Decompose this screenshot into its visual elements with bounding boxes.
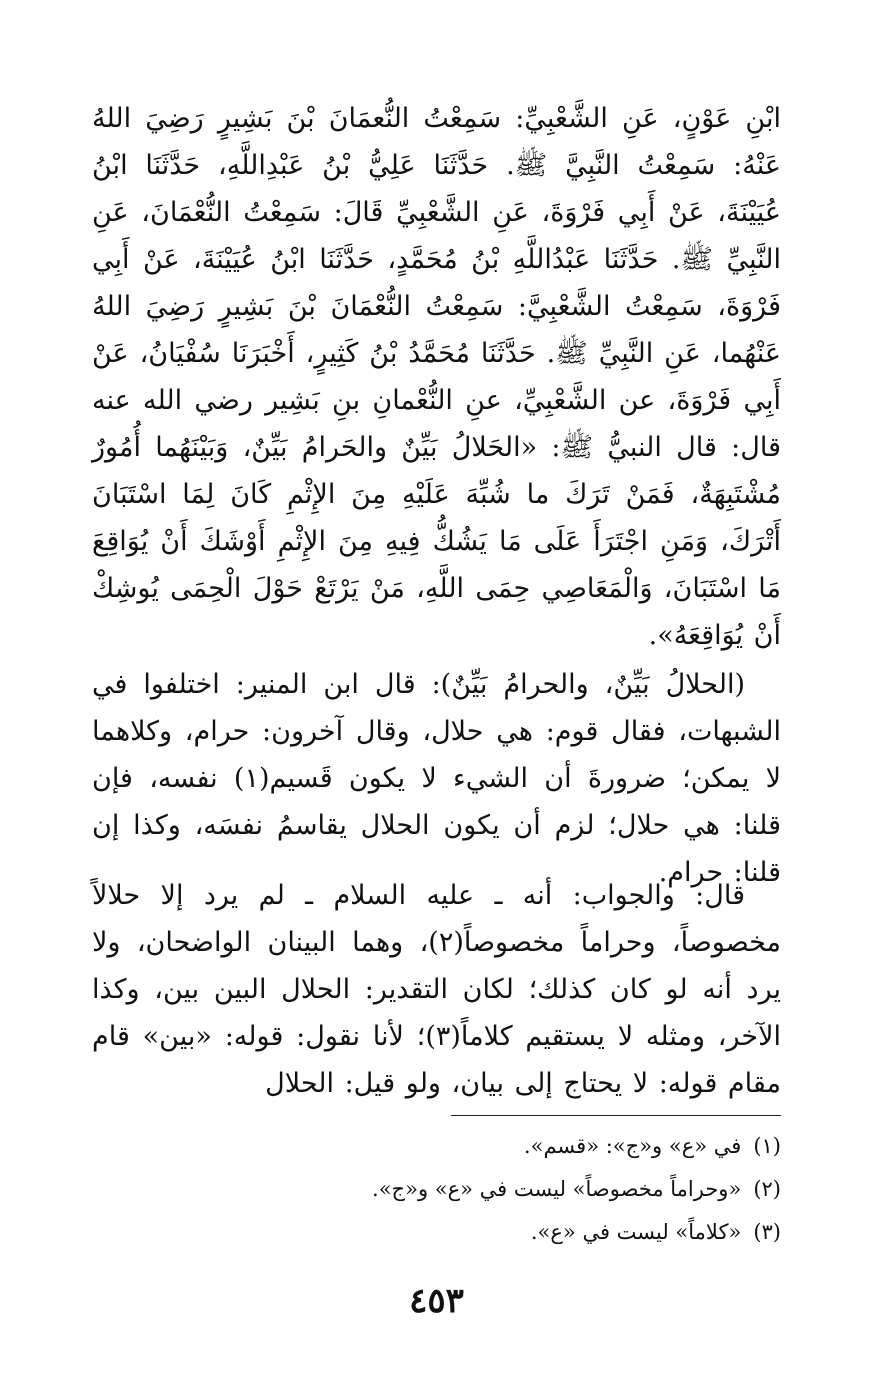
commentary-paragraph-1 (92, 661, 781, 896)
footnotes (92, 1125, 781, 1254)
footnote-divider (451, 1115, 781, 1116)
page-number: ٤٥٣ (409, 1281, 464, 1321)
footnote-item (92, 1211, 781, 1254)
hadith-text: ابْنِ عَوْنٍ، عَنِ الشَّعْبِيِّ: سَمِعْتُ النُّعمَانَ بْنَ بَشِيرٍ رَضِيَ اللهُ عَنْهُ: سَمِعْتُ النَّبِيَّ ﷺ. حَدَّثَنَا عَلِيُّ بْنُ عَبْدِاللَّهِ، حَدَّثَنَا ابْنُ عُيَيْنَةَ، عَنْ أَبِي فَرْوَةَ، عَنِ الشَّعْبِيِّ قَالَ: سَمِعْتُ النُّعْمَانَ، عَنِ النَّبِيِّ ﷺ. حَدَّثَنَا عَبْدُاللَّهِ بْنُ مُحَمَّدٍ، حَدَّثَنَا ابْنُ عُيَيْنَةَ، عَنْ أَبِي فَرْوَةَ، سَمِعْتُ الشَّعْبِيَّ: سَمِعْتُ النُّعْمَانَ بْنَ بَشِيرٍ رَضِيَ اللهُ عَنْهُما، عَنِ النَّبِيِّ ﷺ. حَدَّثَنَا مُحَمَّدُ بْنُ كَثِيرٍ، أَخْبَرَنَا سُفْيَانُ، عَنْ أَبِي فَرْوَةَ، عن الشَّعْبِيِّ، عنِ النُّعْمانِ بنِ بَشِير رضي الله عنه قال: قال النبيُّ ﷺ: «الحَلالُ بَيِّنٌ والحَرامُ بَيِّنٌ، وَبَيْنَهُما أُمُورٌ مُشْتَبِهَةٌ، فَمَنْ تَرَكَ ما شُبِّهَ عَلَيْهِ مِنَ الإِثْمِ كَانَ لِمَا اسْتَبَانَ أَتْرَكَ، وَمَنِ اجْتَرَأَ عَلَى مَا يَشُكُّ فِيهِ مِنَ الإِثْمِ أَوْشَكَ أَنْ يُوَاقِعَ مَا اسْتَبَانَ، وَالْمَعَاصِي حِمَى اللَّهِ، مَنْ يَرْتَعْ حَوْلَ الْحِمَى يُوشِكْ أَنْ يُوَاقِعَهُ». (92, 103, 781, 651)
commentary-text-1: (الحلالُ بَيِّنٌ، والحرامُ بَيِّنٌ): قال ابن المنير: اختلفوا في الشبهات، فقال قوم: هي حلال، وقال آخرون: حرام، وكلاهما لا يمكن؛ ضرورةَ أن الشيء لا يكون قَسيم(١) نفسه، فإن قلنا: هي حلال؛ لزم أن يكون الحلال يقاسمُ نفسَه، وكذا إن قلنا: حرام. (92, 669, 782, 888)
footnote-item (92, 1125, 781, 1168)
footnote-text: «وحراماً مخصوصاً» ليست في «ع» و«ج». (372, 1177, 742, 1201)
footnote-item (92, 1168, 781, 1211)
hadith-paragraph (92, 95, 781, 659)
footnote-text: في «ع» و«ج»: «قسم». (523, 1134, 742, 1158)
commentary-paragraph-2 (92, 872, 781, 1107)
footnote-number: (٢) (753, 1177, 781, 1201)
commentary-text-2: قال: والجواب: أنه ـ عليه السلام ـ لم يرد إلا حلالاً مخصوصاً، وحراماً مخصوصاً(٢)، وهما البينان الواضحان، ولا يرد أنه لو كان كذلك؛ لكان التقدير: الحلال البين بين، وكذا الآخر، ومثله لا يستقيم كلاماً(٣)؛ لأنا نقول: قوله: «بين» قام مقام قوله: لا يحتاج إلى بيان، ولو قيل: الحلال (92, 880, 781, 1099)
footnote-number: (٣) (753, 1220, 781, 1244)
footnote-number: (١) (753, 1134, 781, 1158)
footnote-text: «كلاماً» ليست في «ع». (530, 1220, 742, 1244)
